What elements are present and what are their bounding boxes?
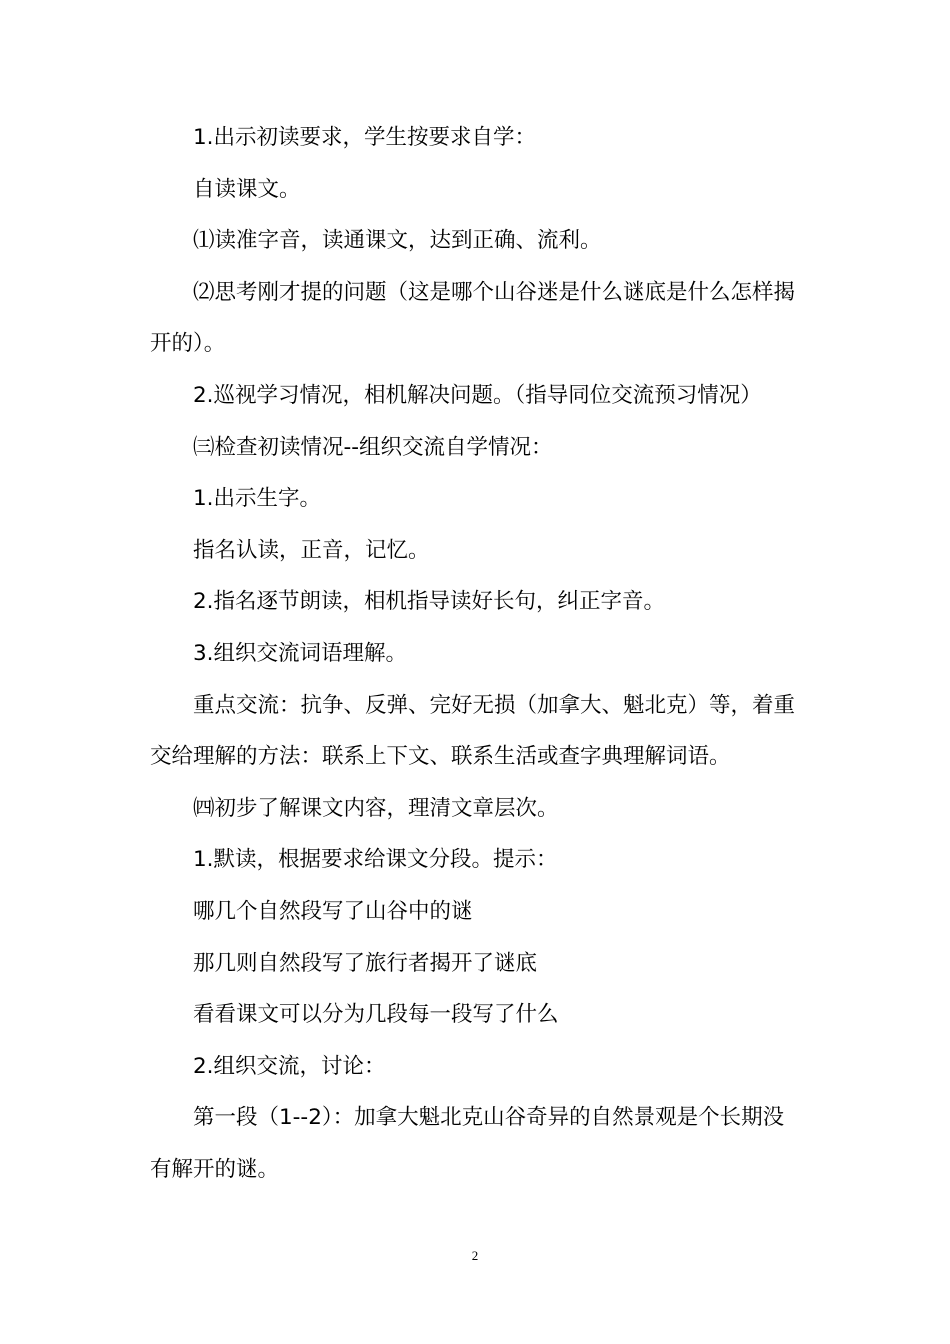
paragraph: 1.出示生字。 xyxy=(193,486,322,512)
document-body xyxy=(150,112,800,1195)
paragraph: 第一段（1--2）：加拿大魁北克山谷奇异的自然景观是个长期没有解开的谜。 xyxy=(150,1105,785,1182)
paragraph: ⑵思考刚才提的问题（这是哪个山谷迷是什么谜底是什么怎样揭开的）。 xyxy=(150,279,796,357)
paragraph: 2.指名逐节朗读，相机指导读好长句，纠正字音。 xyxy=(193,589,666,615)
paragraph: 2.巡视学习情况，相机解决问题。（指导同位交流预习情况） xyxy=(193,382,762,408)
paragraph: 那几则自然段写了旅行者揭开了谜底 xyxy=(193,950,538,976)
paragraph: 指名认读，正音，记忆。 xyxy=(193,537,430,563)
paragraph: 3.组织交流词语理解。 xyxy=(193,640,408,666)
section-heading: ㈣初步了解课文内容，理清文章层次。 xyxy=(193,795,559,821)
paragraph: 自读课文。 xyxy=(193,176,301,202)
paragraph: 哪几个自然段写了山谷中的谜 xyxy=(193,898,473,924)
paragraph: ⑴读准字音，读通课文，达到正确、流利。 xyxy=(193,228,602,254)
section-heading: ㈢检查初读情况--组织交流自学情况： xyxy=(193,434,553,460)
paragraph: 1.默读，根据要求给课文分段。提示： xyxy=(193,847,558,873)
paragraph: 看看课文可以分为几段每一段写了什么 xyxy=(193,1002,559,1028)
paragraph: 2.组织交流，讨论： xyxy=(193,1053,386,1079)
page-number: 2 xyxy=(471,1248,479,1263)
paragraph: 重点交流：抗争、反弹、完好无损（加拿大、魁北克）等，着重交给理解的方法：联系上下文、联系生活或查字典理解词语。 xyxy=(150,692,796,770)
paragraph: 1.出示初读要求，学生按要求自学： xyxy=(193,125,537,150)
